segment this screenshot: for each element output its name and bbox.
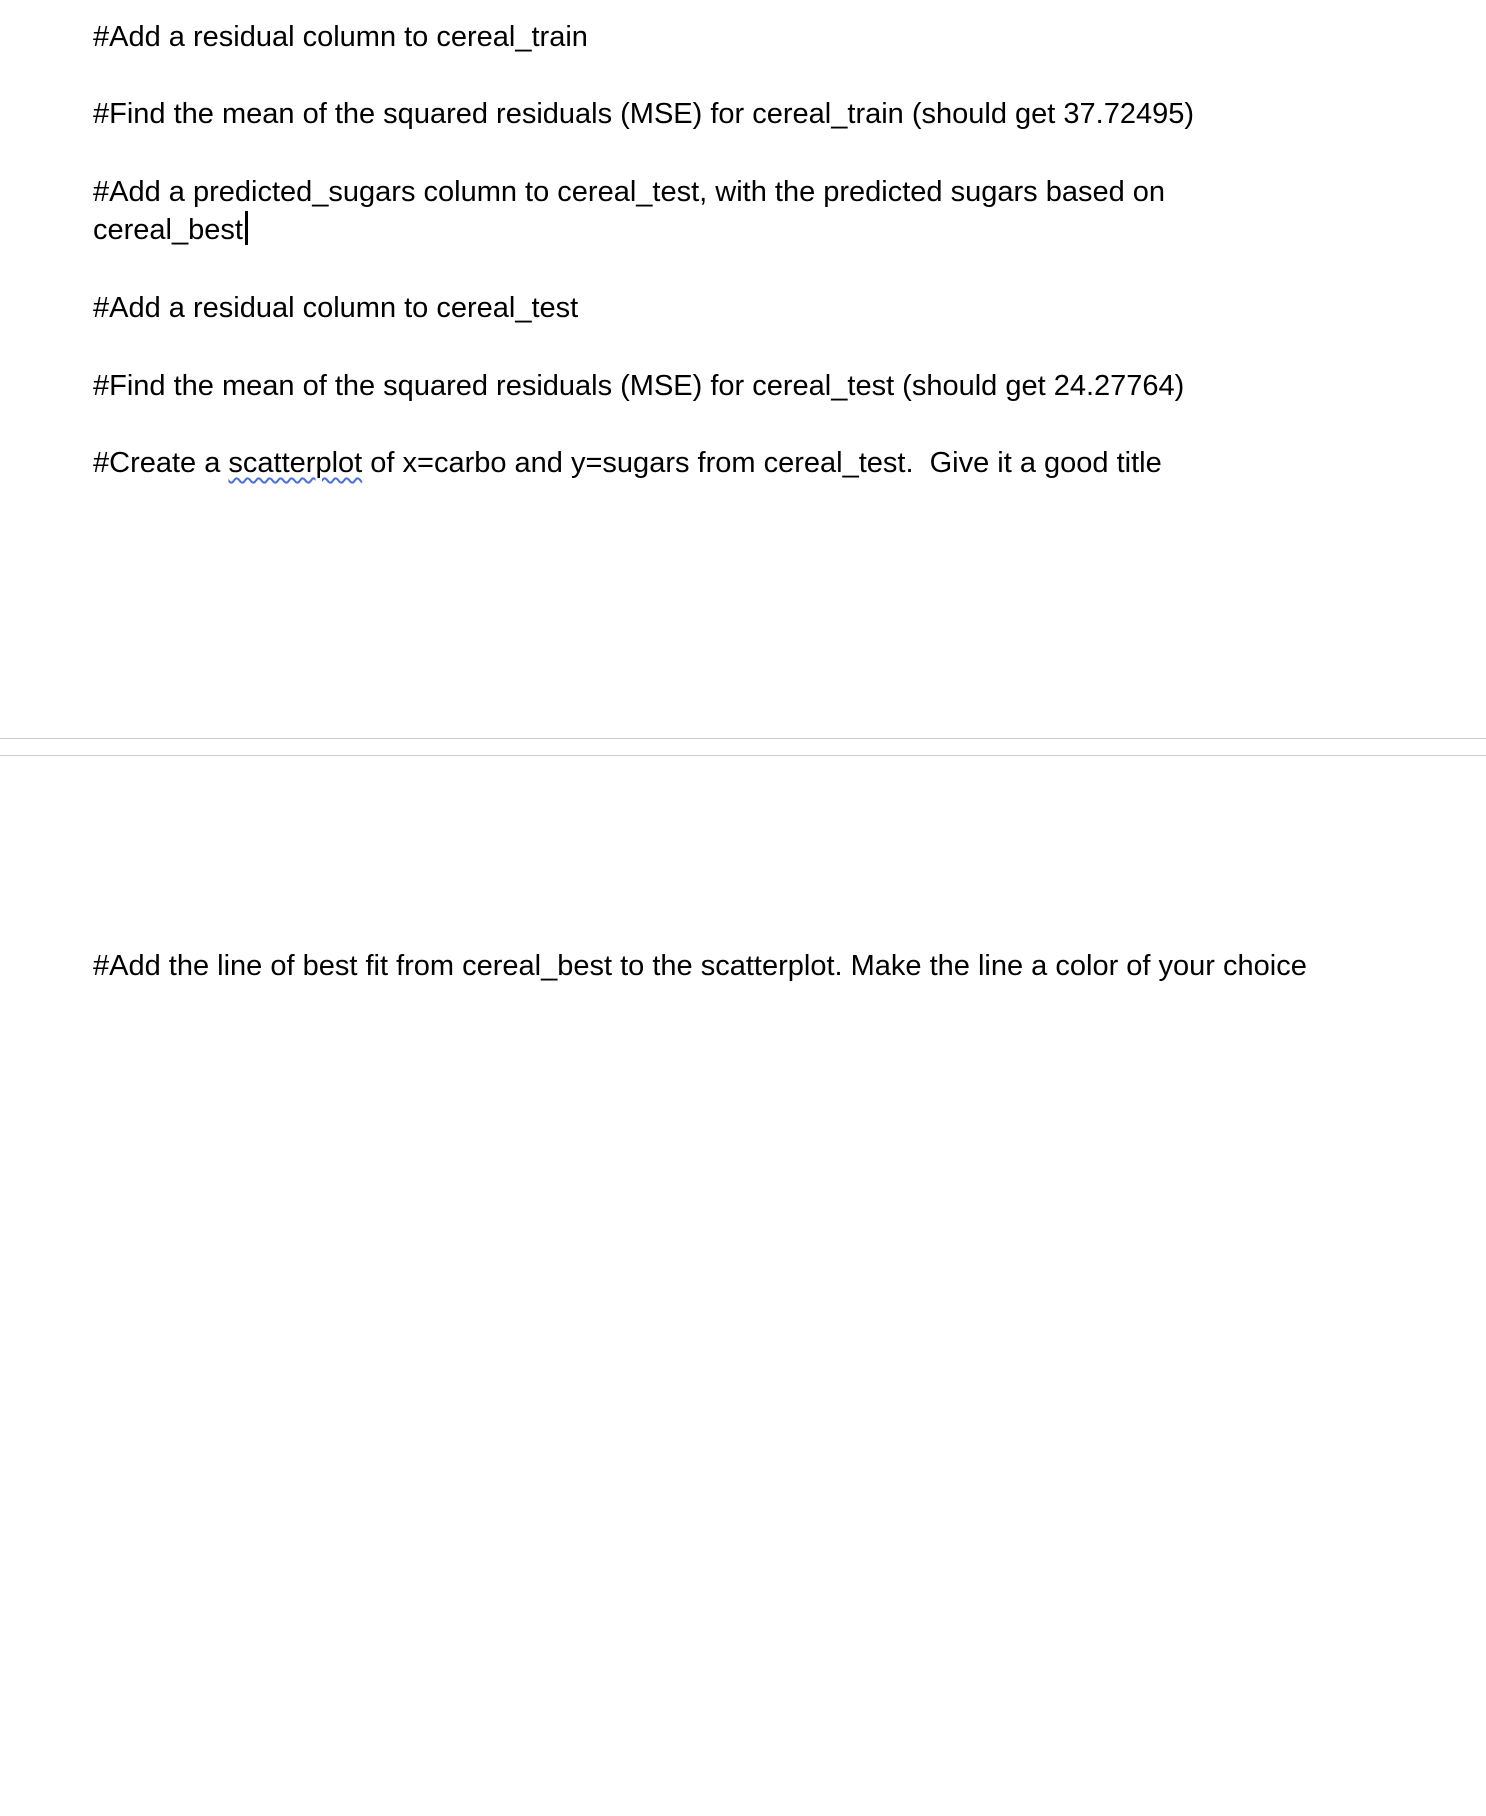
document-page-1[interactable] <box>0 0 1486 738</box>
document-page-2[interactable] <box>0 756 1486 1816</box>
scatterplot-text-before: #Create a <box>93 447 229 479</box>
paragraph-add-best-fit-line[interactable]: #Add the line of best fit from cereal_best to the scatterplot. Make the line a color of your choice <box>93 950 1307 982</box>
paragraph-mse-test[interactable]: #Find the mean of the squared residuals (MSE) for cereal_test (should get 24.27764) <box>93 370 1185 402</box>
page-break-divider <box>0 738 1486 756</box>
spellcheck-flagged-word[interactable]: scatterplot <box>228 447 363 479</box>
paragraph-create-scatterplot[interactable] <box>93 444 1323 482</box>
paragraph-add-residual-train[interactable]: #Add a residual column to cereal_train <box>93 21 588 53</box>
paragraph-add-predicted-sugars-text: #Add a predicted_sugars column to cereal_test, with the predicted sugars based on cereal_best <box>93 176 1166 246</box>
paragraph-add-predicted-sugars[interactable] <box>93 173 1323 249</box>
scatterplot-text-after: of x=carbo and y=sugars from cereal_test. Give it a good title <box>362 447 1162 479</box>
paragraph-add-residual-test[interactable]: #Add a residual column to cereal_test <box>93 292 579 324</box>
paragraph-mse-train[interactable]: #Find the mean of the squared residuals (MSE) for cereal_train (should get 37.72495) <box>93 98 1195 130</box>
text-cursor <box>245 211 248 245</box>
